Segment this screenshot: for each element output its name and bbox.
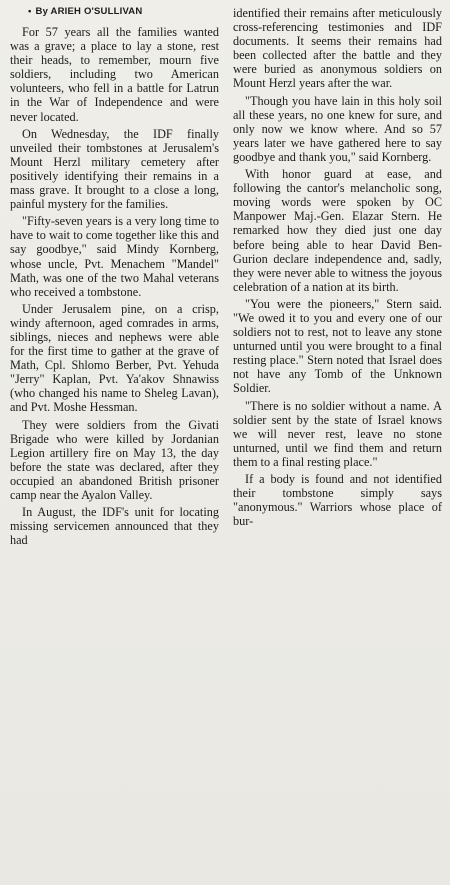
right-column [233,6,442,885]
paragraph: "Fifty-seven years is a very long time to have to wait to come together like this and say goodbye," said Mindy Kornberg, whose uncle, Pvt. Menachem "Mandel" Math, was one of the two Mahal veterans who received a tombstone. [10,214,219,299]
article-columns [10,6,442,885]
paragraph: If a body is found and not identified their tombstone simply says "anonymous." Warriors whose place of bur- [233,472,442,529]
paragraph: "Though you have lain in this holy soil all these years, no one knew for sure, and only now we know where. And so 57 years later we have gathered here to say goodbye and thank you," said Kornberg. [233,93,442,164]
byline-text: By ARIEH O'SULLIVAN [35,6,143,17]
bullet-icon: • [28,6,32,17]
paragraph: In August, the IDF's unit for locating missing servicemen announced that they had [10,505,219,548]
paragraph: "There is no soldier without a name. A soldier sent by the state of Israel knows we will never rest, leave no stone unturned, until we find them and return them to a final resting place." [233,398,442,469]
paragraph: On Wednesday, the IDF finally unveiled their tombstones at Jerusalem's Mount Herzl military cemetery after positively identifying their remains in a mass grave. It brought to a close a long, painful mystery for the families. [10,126,219,212]
paragraph: For 57 years all the families wanted was a grave; a place to lay a stone, rest their heads, to remember, mourn five soldiers, including two American volunteers, who fell in a battle for Latrun in the War of Independence and were never located. [10,25,219,124]
byline [28,6,219,17]
paragraph: "You were the pioneers," Stern said. "We owed it to you and every one of our soldiers not to rest, not to leave any stone unturned until you were brought to a final resting place." Stern noted that Israel does not have any Tomb of the Unknown Soldier. [233,296,442,396]
paragraph: With honor guard at ease, and following the cantor's melancholic song, moving words were spoken by OC Manpower Maj.-Gen. Elazar Stern. He remarked how they died just one day before being able to hear David Ben-Gurion declare independence and, sadly, they were never able to witness the joyous celebration of a nation at its birth. [233,167,442,294]
paragraph: identified their remains after meticulously cross-referencing testimonies and IDF documents. It seems their remains had been collected after the battle and they were buried as anonymous soldiers on Mount Herzl years after the war. [233,6,442,91]
paragraph: They were soldiers from the Givati Brigade who were killed by Jordanian Legion artillery fire on May 13, the day before the state was declared, after they occupied an abandoned British prisoner camp near the Ayalon Valley. [10,417,219,502]
left-column [10,6,219,885]
paragraph: Under Jerusalem pine, on a crisp, windy afternoon, aged comrades in arms, siblings, nieces and nephews were able for the first time to gather at the grave of Math, Cpl. Shlomo Berber, Pvt. Yehuda "Jerry" Kaplan, Pvt. Ya'akov Shnawiss (who changed his name to Sheleg Lavan), and Pvt. Moshe Hessman. [10,301,219,415]
